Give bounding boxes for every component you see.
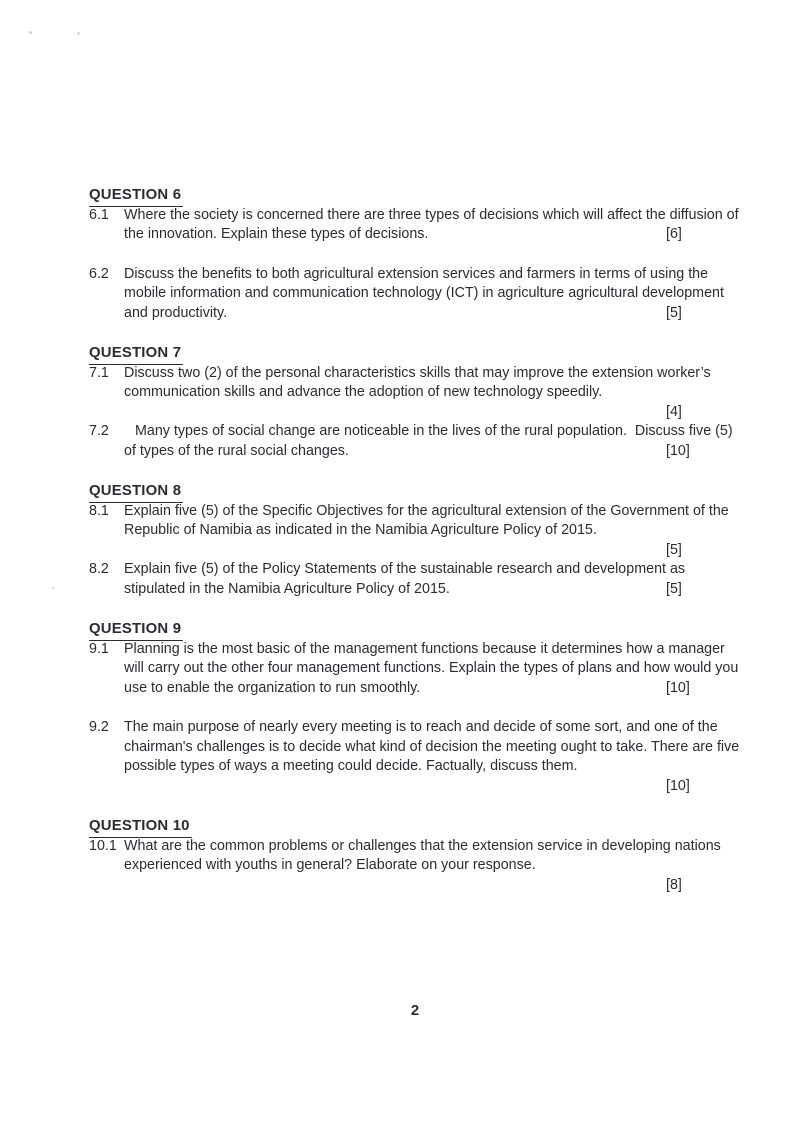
item-text-block: [124, 206, 741, 245]
marks-badge: [6]: [666, 226, 682, 242]
exam-page-content: [89, 186, 744, 916]
question-heading: [89, 817, 741, 837]
question-10: [89, 817, 741, 895]
item-text: The main purpose of nearly every meeting is to reach and decide of some sort, and one of the chairman's challenges is to decide what kind of decision the meeting ought to take. There are five possible types of ways a meeting could decide. Factually, discuss them.: [124, 719, 744, 774]
item-number: 8.1: [89, 502, 109, 519]
question-item-10-1: [89, 837, 741, 896]
question-item-6-1: [89, 206, 741, 245]
item-text-block: [124, 640, 741, 699]
item-number: 7.1: [89, 364, 109, 381]
question-item-8-2: [89, 560, 741, 599]
item-number: 6.2: [89, 265, 109, 282]
question-heading: [89, 482, 741, 502]
item-text: Where the society is concerned there are three types of decisions which will affect the diffusion of the innovation. Explain these types of decisions.: [124, 206, 743, 242]
question-heading-text: QUESTION 7: [89, 344, 183, 365]
question-item-7-2: [89, 422, 741, 461]
page-number: 2: [410, 1003, 420, 1019]
item-text-block: [124, 718, 744, 796]
item-text: Discuss the benefits to both agricultural extension services and farmers in terms of using the mobile information and communication technology (ICT) in agriculture agricultural development and productivity.: [124, 265, 728, 321]
question-item-7-1: [89, 364, 741, 423]
item-text-block: [124, 265, 741, 324]
scan-speck: [77, 32, 80, 35]
item-text: Discuss two (2) of the personal characteristics skills that may improve the extension worker’s communication skills and advance the adoption of new technology speedily.: [124, 364, 715, 400]
scan-speck: [29, 31, 32, 34]
question-6: [89, 186, 741, 323]
item-number: 9.2: [89, 719, 109, 735]
question-7: [89, 344, 741, 461]
item-text-block: [124, 364, 741, 423]
item-text: Explain five (5) of the Policy Statements of the sustainable research and development as stipulated in the Namibia Agriculture Policy of 2015.: [124, 561, 690, 597]
marks-badge: [5]: [666, 304, 682, 321]
item-text: Many types of social change are noticeable in the lives of the rural population. Discuss five (5) of types of the rural social changes.: [124, 423, 737, 459]
item-text-block: [124, 422, 741, 461]
scan-speck: [51, 587, 55, 589]
question-item-6-2: [89, 265, 741, 324]
question-heading-text: QUESTION 10: [89, 817, 192, 838]
item-text-block: [124, 502, 741, 561]
marks-badge: [10]: [666, 442, 690, 459]
item-text: Explain five (5) of the Specific Objectives for the agricultural extension of the Government of the Republic of Namibia as indicated in the Namibia Agriculture Policy of 2015.: [124, 502, 733, 538]
item-number: 7.2: [89, 423, 109, 439]
question-heading: [89, 344, 741, 364]
marks-badge: [5]: [666, 580, 682, 597]
question-heading-text: QUESTION 6: [89, 186, 183, 207]
marks-badge: [4]: [666, 403, 682, 420]
marks-badge: [10]: [666, 777, 690, 794]
question-heading: [89, 620, 741, 640]
marks-badge: [5]: [666, 541, 682, 558]
item-number: 8.2: [89, 561, 109, 577]
question-item-8-1: [89, 502, 741, 561]
item-text-block: [124, 560, 741, 599]
question-item-9-2: [89, 718, 744, 796]
marks-badge: [8]: [666, 876, 682, 893]
marks-badge: [10]: [666, 679, 690, 696]
item-number: 9.1: [89, 640, 109, 657]
item-text: What are the common problems or challenges that the extension service in developing nations experienced with youths in general? Elaborate on your response.: [124, 837, 725, 873]
question-9: [89, 620, 744, 796]
item-number: 6.1: [89, 206, 109, 223]
item-number: 10.1: [89, 837, 117, 854]
question-item-9-1: [89, 640, 741, 699]
item-text: Planning is the most basic of the management functions because it determines how a manager will carry out the other four management functions. Explain the types of plans and how would you use to enable the organization to run smoothly.: [124, 640, 743, 696]
question-8: [89, 482, 741, 599]
question-heading: [89, 186, 741, 206]
item-text-block: [124, 837, 741, 896]
question-heading-text: QUESTION 8: [89, 482, 183, 503]
question-heading-text: QUESTION 9: [89, 620, 183, 641]
